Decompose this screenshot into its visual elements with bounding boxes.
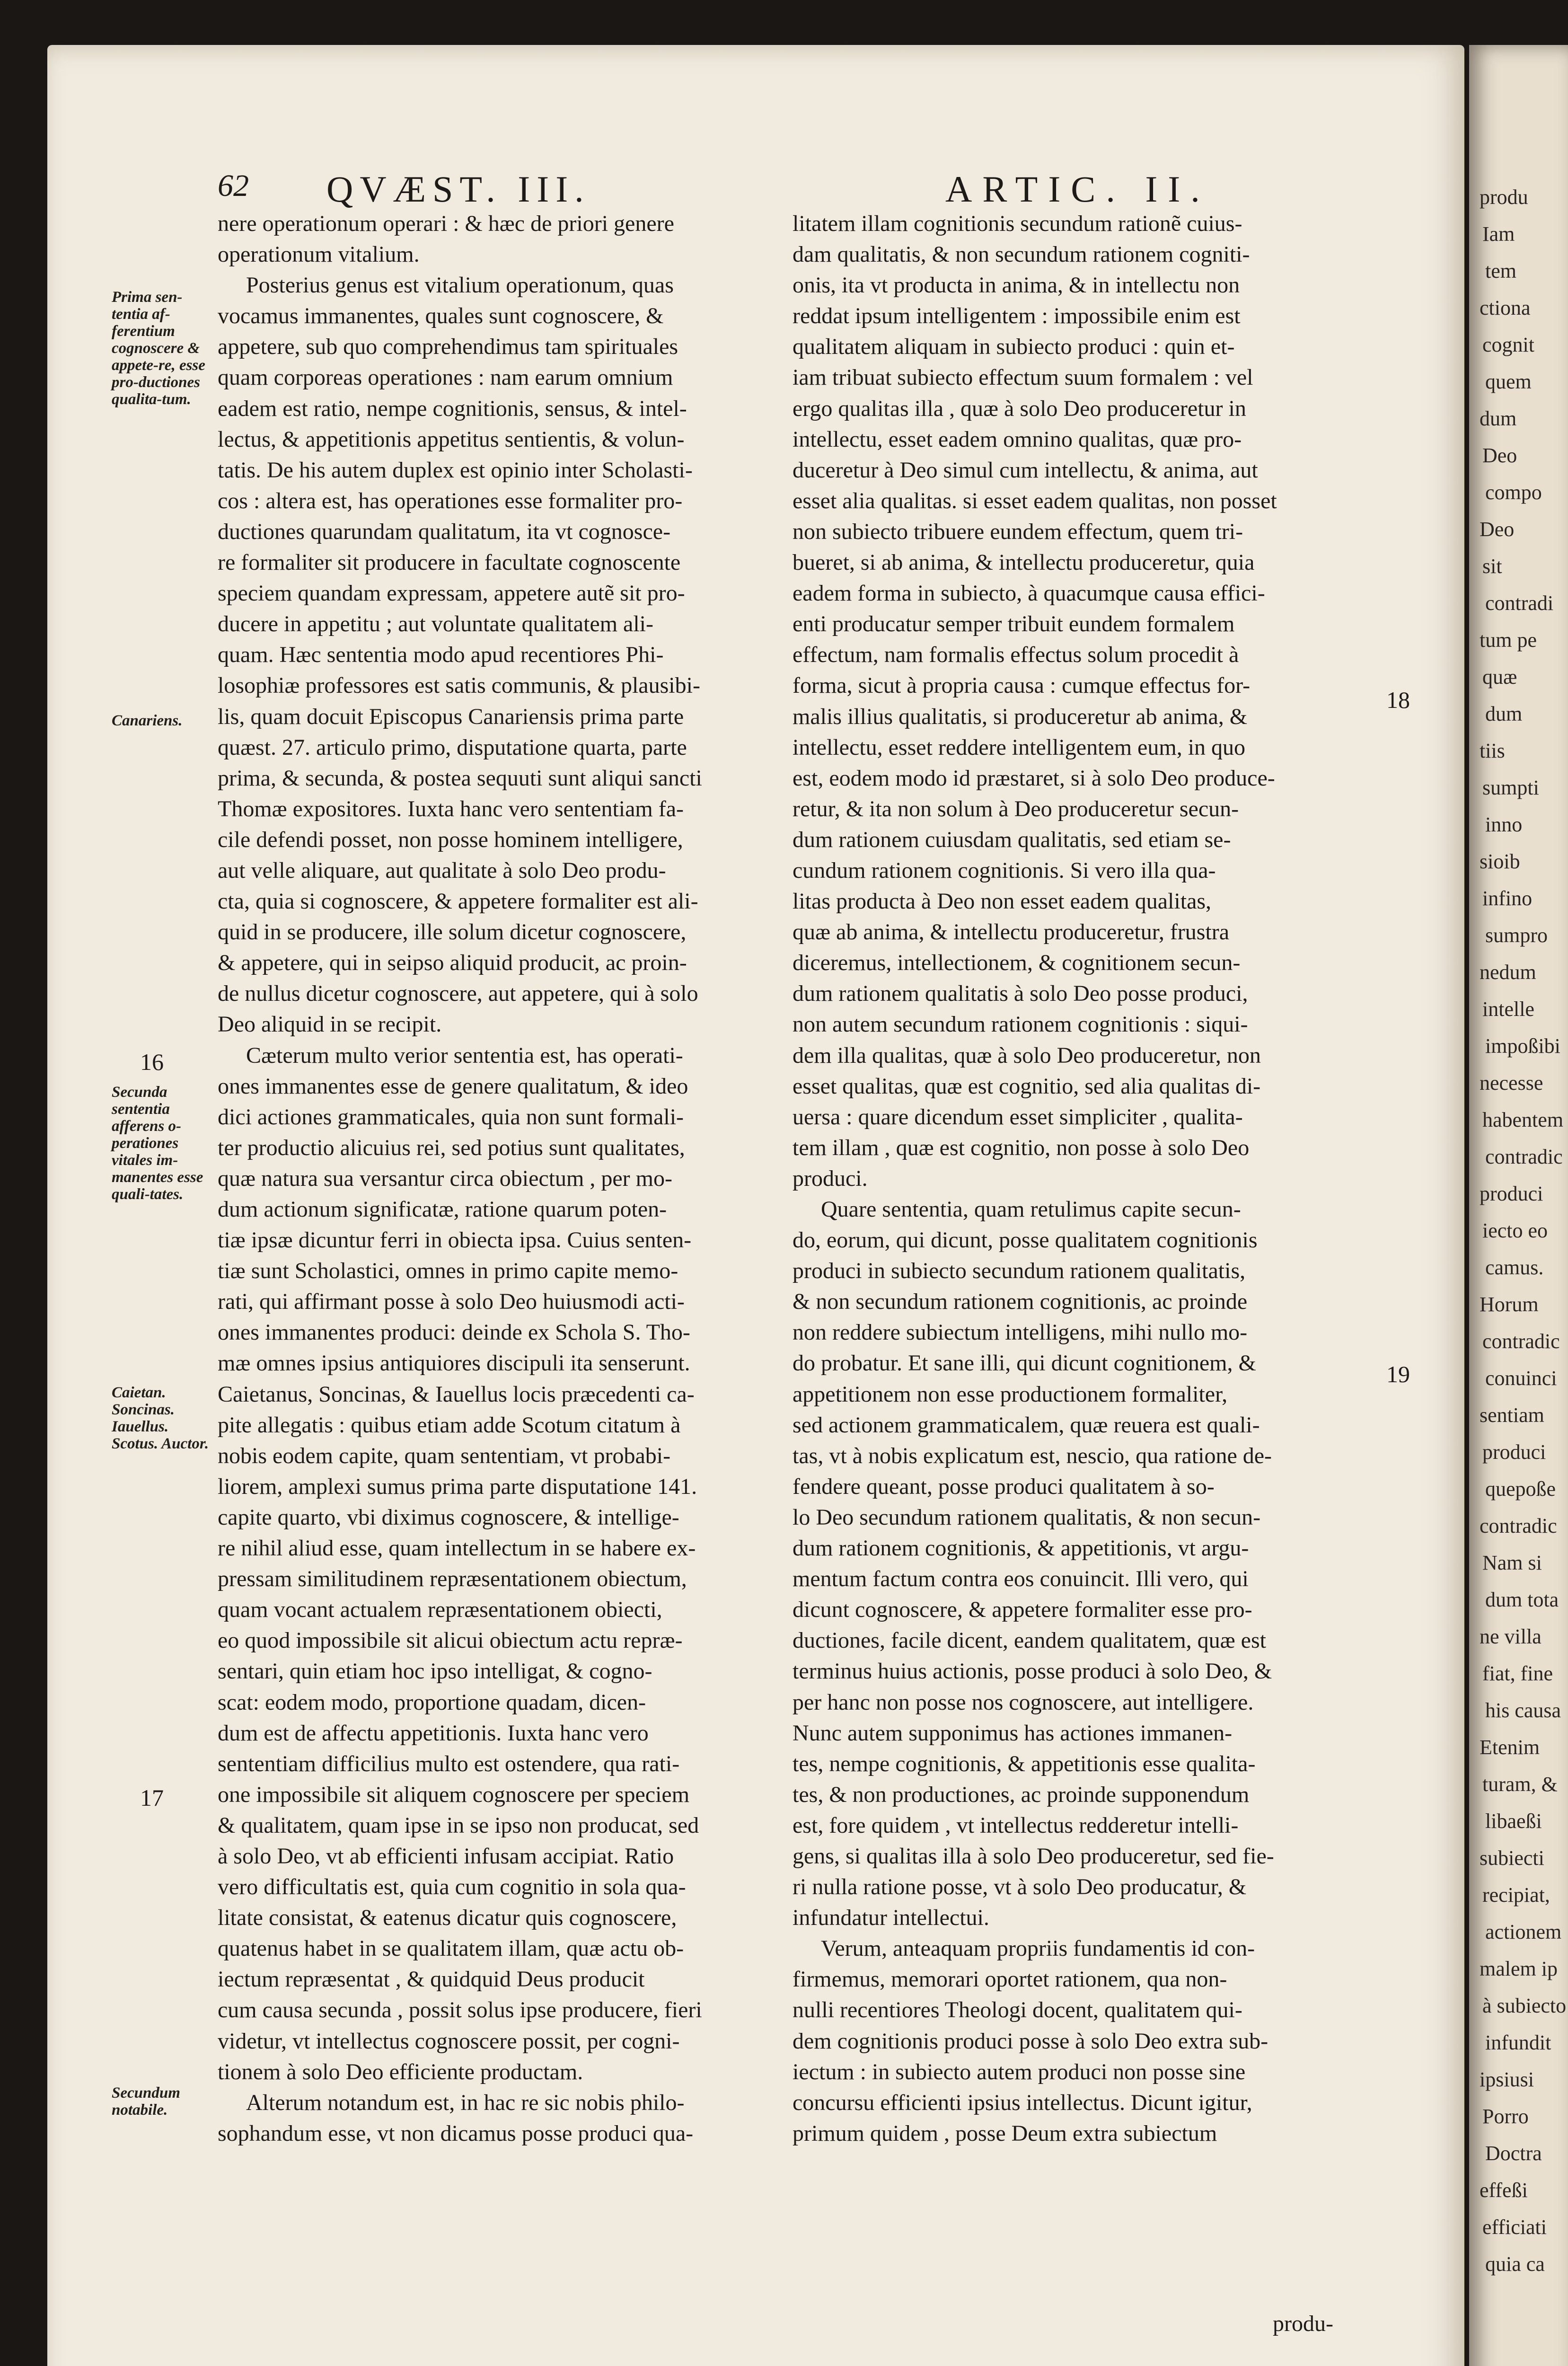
text-line: est, eodem modo id præstaret, si à solo Deo produce- — [793, 765, 1275, 791]
facing-page-fragment: contradic — [1480, 1514, 1557, 1537]
text-line: cum causa secunda , possit solus ipse producere, fieri — [218, 1997, 702, 2023]
facing-page-fragment: Doctra — [1485, 2142, 1542, 2165]
section-number: 17 — [140, 1784, 164, 1811]
text-line: dum rationem qualitatis à solo Deo posse produci, — [793, 981, 1248, 1006]
facing-page-fragment: quæ — [1482, 665, 1517, 689]
text-line: eadem forma in subiecto, à quacumque causa effici- — [793, 581, 1265, 606]
facing-page-fragment: tem — [1485, 259, 1516, 283]
facing-page-fragment: tiis — [1480, 739, 1505, 762]
facing-page-fragment: Iam — [1482, 222, 1515, 246]
text-line: speciem quandam expressam, appetere autẽ sit pro- — [218, 581, 685, 606]
text-line: litate consistat, & eatenus dicatur quis cognoscere, — [218, 1905, 677, 1931]
facing-page-fragment: ctiona — [1480, 296, 1531, 319]
margin-note-secunda-sententia: Secunda sententia afferens o-perationes vitales im-manentes esse quali-tates. — [112, 1084, 203, 1203]
text-line: eo quod impossibile sit alicui obiectum actu repræ- — [218, 1628, 683, 1653]
text-line: mæ omnes ipsius antiquiores discipuli ita senserunt. — [218, 1351, 690, 1376]
text-line: liorem, amplexi sumus prima parte disputatione 141. — [218, 1474, 697, 1499]
text-line: esset alia qualitas. si esset eadem qualitas, non posset — [793, 488, 1277, 513]
text-line: Alterum notandum est, in hac re sic nobis philo- — [246, 2090, 685, 2115]
text-line: re formaliter sit producere in facultate cognoscente — [218, 550, 681, 575]
text-line: tem illam , quæ est cognitio, non posse à solo Deo — [793, 1135, 1250, 1160]
text-line: ductiones quarundam qualitatum, ita vt cognosce- — [218, 519, 671, 544]
text-line: de nullus dicetur cognoscere, aut appetere, qui à solo — [218, 981, 698, 1006]
text-line: nobis eodem capite, quam sententiam, vt probabi- — [218, 1443, 671, 1468]
text-line: lo Deo secundum rationem qualitatis, & non secun- — [793, 1504, 1261, 1530]
text-line: firmemus, memorari oportet rationem, qua non- — [793, 1967, 1227, 1992]
text-line: qualitatem aliquam in subiecto produci : quin et- — [793, 334, 1235, 360]
margin-note-authors: Caietan. Soncinas. Iauellus. Scotus. Auctor. — [112, 1384, 209, 1452]
text-line: vero difficultatis est, quia cum cognitio in sola qua- — [218, 1874, 686, 1900]
text-line: ductiones, facile dicent, eandem qualitatem, quæ est — [793, 1628, 1266, 1653]
facing-page-fragment: subiecti — [1480, 1846, 1544, 1870]
facing-page-fragment: recipiat, — [1482, 1883, 1550, 1907]
text-line: gens, si qualitas illa à solo Deo produceretur, sed fie- — [793, 1843, 1274, 1869]
text-line: appetitionem non esse productionem formaliter, — [793, 1381, 1228, 1407]
facing-page-fragment: Etenim — [1480, 1736, 1540, 1759]
text-line: quam vocant actualem repræsentationem obiecti, — [218, 1597, 662, 1623]
text-line: ri nulla ratione posse, vt à solo Deo producatur, & — [793, 1874, 1247, 1900]
text-line: prima, & secunda, & postea sequuti sunt aliqui sancti — [218, 765, 702, 791]
facing-page-fragment: produci — [1482, 1440, 1546, 1464]
text-line: diceremus, intellectionem, & cognitionem secun- — [793, 950, 1241, 976]
facing-page-fragment: quia ca — [1485, 2252, 1545, 2276]
facing-page-fragment: sioib — [1480, 850, 1520, 873]
text-line: dici actiones grammaticales, quia non sunt formali- — [218, 1104, 684, 1130]
margin-note-secundum-notabile: Secundum notabile. — [112, 2084, 180, 2119]
text-line: quatenus habet in se qualitatem illam, quæ actu ob- — [218, 1936, 684, 1961]
facing-page-fragment: dum — [1485, 702, 1523, 725]
facing-page-fragment: iecto eo — [1482, 1219, 1548, 1242]
text-line: uersa : quare dicendum esset simpliciter , qualita- — [793, 1104, 1243, 1130]
text-line: ducere in appetitu ; aut voluntate qualitatem ali- — [218, 611, 653, 637]
facing-page-fragment: efficiati — [1482, 2216, 1547, 2239]
text-line: pressam similitudinem repræsentationem obiectum, — [218, 1566, 687, 1592]
text-line: quæst. 27. articulo primo, disputatione quarta, parte — [218, 734, 687, 760]
facing-page-fragment: actionem — [1485, 1920, 1562, 1943]
text-line: re nihil aliud esse, quam intellectum in se habere ex- — [218, 1536, 696, 1561]
facing-page-fragment: libaeßi — [1485, 1810, 1542, 1833]
text-line: mentum factum contra eos conuincit. Illi vero, qui — [793, 1566, 1249, 1592]
text-line: Cæterum multo verior sententia est, has operati- — [246, 1042, 683, 1068]
text-line: Deo aliquid in se recipit. — [218, 1012, 442, 1037]
facing-page-fragment: effeßi — [1480, 2179, 1528, 2202]
text-line: effectum, nam formalis effectus solum procedit à — [793, 642, 1239, 668]
text-line: sed actionem grammaticalem, quæ reuera est quali- — [793, 1412, 1260, 1438]
running-head-question: QVÆST. III. — [326, 168, 590, 210]
text-line: capite quarto, vbi diximus cognoscere, & intellige- — [218, 1504, 679, 1530]
text-line: produci. — [793, 1165, 868, 1191]
facing-page-fragment: à subiecto — [1482, 1994, 1567, 2017]
text-line: tiæ ipsæ dicuntur ferri in obiecta ipsa. Cuius senten- — [218, 1227, 692, 1253]
text-line: reddat ipsum intelligentem : impossibile enim est — [793, 303, 1241, 329]
margin-note-canariensis: Canariens. — [112, 712, 183, 729]
facing-page-fragment: contradic — [1482, 1330, 1560, 1353]
text-line: pite allegatis : quibus etiam adde Scotum citatum à — [218, 1412, 681, 1438]
text-line: aut velle aliquare, aut qualitate à solo Deo produ- — [218, 857, 666, 883]
text-line: one impossibile sit aliquem cognoscere per speciem — [218, 1782, 690, 1807]
text-line: dicunt cognoscere, & appetere formaliter esse pro- — [793, 1597, 1252, 1623]
text-line: sophandum esse, vt non dicamus posse produci qua- — [218, 2120, 694, 2146]
text-line: nere operationum operari : & hæc de priori genere — [218, 211, 674, 236]
facing-page-fragment: sumpro — [1485, 924, 1548, 947]
facing-page-fragment: malem ip — [1480, 1957, 1558, 1980]
facing-page-fragment: Nam si — [1482, 1551, 1542, 1574]
text-line: Quare sententia, quam retulimus capite secun- — [821, 1197, 1241, 1222]
text-line: do probatur. Et sane illi, qui dicunt cognitionem, & — [793, 1351, 1256, 1376]
facing-page-fragment: produ — [1480, 185, 1528, 209]
section-number: 18 — [1386, 687, 1410, 713]
text-line: infundatur intellectui. — [793, 1905, 989, 1931]
facing-page-fragment: intelle — [1482, 998, 1534, 1021]
left-text-column — [218, 208, 781, 2149]
text-line: cundum rationem cognitionis. Si vero illa qua- — [793, 857, 1216, 883]
text-line: dum est de affectu appetitionis. Iuxta hanc vero — [218, 1720, 649, 1746]
text-line: videtur, vt intellectus cognoscere possit, per cogni- — [218, 2028, 680, 2054]
text-line: non reddere subiectum intelligens, mihi nullo mo- — [793, 1320, 1248, 1345]
text-line: dam qualitatis, & non secundum rationem cogniti- — [793, 242, 1250, 267]
text-line: duceretur à Deo simul cum intellectu, & anima, aut — [793, 457, 1258, 483]
facing-page-fragment: impoßibi — [1485, 1034, 1560, 1058]
text-line: iectum repræsentat , & quidquid Deus producit — [218, 1967, 645, 1992]
text-line: iam tribuat subiecto effectum suum formalem : vel — [793, 365, 1253, 390]
text-line: onis, ita vt producta in anima, & in intellectu non — [793, 273, 1240, 298]
facing-page-edge — [1469, 45, 1568, 2366]
text-line: sentari, quin etiam hoc ipso intelligat, & cogno- — [218, 1659, 652, 1684]
text-line: operationum vitalium. — [218, 242, 420, 267]
catchword: produ- — [1273, 2311, 1333, 2336]
text-line: per hanc non posse nos cognoscere, aut intelligere. — [793, 1689, 1254, 1715]
text-line: ter productio alicuius rei, sed potius sunt qualitates, — [218, 1135, 685, 1160]
section-number: 19 — [1386, 1361, 1410, 1387]
facing-page-fragment: inno — [1485, 813, 1523, 836]
facing-page-fragment: dum — [1480, 407, 1517, 430]
right-text-column — [793, 208, 1358, 2149]
facing-page-fragment: compo — [1485, 481, 1542, 504]
text-line: concursu efficienti ipsius intellectus. Dicunt igitur, — [793, 2090, 1252, 2115]
facing-page-fragment: his causa — [1485, 1699, 1561, 1722]
text-line: quam corporeas operationes : nam earum omnium — [218, 365, 673, 390]
text-line: non autem secundum rationem cognitionis : siqui- — [793, 1012, 1248, 1037]
text-line: non subiecto tribuere eundem effectum, quem tri- — [793, 519, 1243, 544]
text-line: tes, & non productiones, ac proinde supponendum — [793, 1782, 1250, 1807]
facing-page-fragment: quem — [1485, 370, 1532, 393]
text-line: lis, quam docuit Episcopus Canariensis prima parte — [218, 704, 684, 729]
text-line: cta, quia si cognoscere, & appetere formaliter est ali- — [218, 889, 698, 914]
facing-page-fragment: tum pe — [1480, 628, 1537, 652]
facing-page-fragment: contradi — [1485, 592, 1554, 615]
text-line: & appetere, qui in seipso aliquid producit, ac proin- — [218, 950, 687, 976]
text-line: cos : altera est, has operationes esse formaliter pro- — [218, 488, 683, 513]
text-line: ones immanentes produci: deinde ex Schola S. Tho- — [218, 1320, 690, 1345]
facing-page-fragment: Porro — [1482, 2105, 1529, 2128]
facing-page-fragment: sit — [1482, 555, 1502, 578]
text-line: esset qualitas, quæ est cognitio, sed alia qualitas di- — [793, 1073, 1261, 1099]
text-line: tes, nempe cognitionis, & appetitionis esse qualita- — [793, 1751, 1256, 1776]
facing-page-fragment: sentiam — [1480, 1404, 1544, 1427]
facing-page-fragment: dum tota — [1485, 1588, 1559, 1611]
text-line: losophiæ professores est satis communis, & plausibi- — [218, 673, 700, 698]
text-line: fendere queant, posse produci qualitatem à so- — [793, 1474, 1215, 1499]
page-number: 62 — [218, 168, 249, 203]
text-line: dem cognitionis produci posse à solo Deo extra sub- — [793, 2028, 1268, 2054]
facing-page-fragment: fiat, fine — [1482, 1662, 1553, 1685]
facing-page-fragment: ipsiusi — [1480, 2068, 1534, 2091]
text-line: tionem à solo Deo efficiente productam. — [218, 2059, 583, 2084]
text-line: & qualitatem, quam ipse in se ipso non producat, sed — [218, 1812, 699, 1838]
running-head-article: ARTIC. II. — [945, 168, 1210, 210]
facing-page-fragment: nedum — [1480, 961, 1536, 984]
text-line: cile defendi posset, non posse hominem intelligere, — [218, 827, 683, 852]
text-line: terminus huius actionis, posse produci à solo Deo, & — [793, 1659, 1272, 1684]
facing-page-fragment: conuinci — [1485, 1367, 1557, 1390]
text-line: malis illius qualitatis, si produceretur ab anima, & — [793, 704, 1248, 729]
facing-page-fragment: ne villa — [1480, 1625, 1542, 1648]
facing-page-fragment: Deo — [1482, 444, 1517, 467]
text-line: eadem est ratio, nempe cognitionis, sensus, & intel- — [218, 396, 687, 421]
text-line: quæ natura sua versantur circa obiectum , per mo- — [218, 1165, 672, 1191]
section-number: 16 — [140, 1049, 164, 1075]
facing-page-fragment: quepoße — [1485, 1477, 1556, 1501]
text-line: do, eorum, qui dicunt, posse qualitatem cognitionis — [793, 1227, 1258, 1253]
text-line: Caietanus, Soncinas, & Iauellus locis præcedenti ca- — [218, 1381, 695, 1407]
facing-page-fragment: sumpti — [1482, 776, 1539, 799]
text-line: intellectu, esset eadem omnino qualitas, quæ pro- — [793, 426, 1242, 452]
text-line: est, fore quidem , vt intellectus redderetur intelli- — [793, 1812, 1239, 1838]
facing-page-fragment: Horum — [1480, 1293, 1539, 1316]
text-line: tiæ sunt Scholastici, omnes in primo capite memo- — [218, 1258, 678, 1284]
text-line: enti producatur semper tribuit eundem formalem — [793, 611, 1235, 637]
text-line: bueret, si ab anima, & intellectu produceretur, quia — [793, 550, 1255, 575]
text-line: forma, sicut à propria causa : cumque effectus for- — [793, 673, 1251, 698]
text-line: produci in subiecto secundum rationem qualitatis, — [793, 1258, 1246, 1284]
margin-note-prima-sententia: Prima sen-tentia af-ferentium cognoscere & appete-re, esse pro-ductiones qualita-tum. — [112, 289, 205, 408]
text-line: Verum, anteaquam propriis fundamentis id con- — [821, 1936, 1255, 1961]
text-line: quid in se producere, ille solum dicetur cognoscere, — [218, 919, 687, 945]
facing-page-fragment: habentem — [1482, 1108, 1564, 1131]
text-line: ones immanentes esse de genere qualitatum, & ideo — [218, 1073, 688, 1099]
facing-page-fragment: turam, & — [1482, 1773, 1558, 1796]
facing-page-fragment: produci — [1480, 1182, 1543, 1205]
text-line: sententiam difficilius multo est ostendere, qua rati- — [218, 1751, 680, 1776]
text-line: iectum : in subiecto autem produci non posse sine — [793, 2059, 1246, 2084]
text-line: tatis. De his autem duplex est opinio inter Scholasti- — [218, 457, 693, 483]
text-line: litatem illam cognitionis secundum rationẽ cuius- — [793, 211, 1242, 236]
text-line: retur, & ita non solum à Deo produceretur secun- — [793, 796, 1239, 821]
facing-page-fragment: Deo — [1480, 518, 1515, 541]
text-line: & non secundum rationem cognitionis, ac proinde — [793, 1289, 1248, 1315]
text-line: appetere, sub quo comprehendimus tam spirituales — [218, 334, 678, 360]
text-line: à solo Deo, vt ab efficienti infusam accipiat. Ratio — [218, 1843, 674, 1869]
text-line: rati, qui affirmant posse à solo Deo huiusmodi acti- — [218, 1289, 685, 1315]
facing-page-fragment: necesse — [1480, 1071, 1543, 1095]
text-line: scat: eodem modo, proportione quadam, dicen- — [218, 1689, 646, 1715]
text-line: litas producta à Deo non esset eadem qualitas, — [793, 889, 1212, 914]
text-line: intellectu, esset reddere intelligentem eum, in quo — [793, 734, 1246, 760]
text-line: lectus, & appetitionis appetitus sentientis, & volun- — [218, 426, 685, 452]
text-line: nulli recentiores Theologi docent, qualitatem qui- — [793, 1997, 1242, 2023]
text-line: dum rationem cuiusdam qualitatis, sed etiam se- — [793, 827, 1231, 852]
text-line: quam. Hæc sententia modo apud recentiores Phi- — [218, 642, 664, 668]
text-line: quæ ab anima, & intellectu produceretur, frustra — [793, 919, 1230, 945]
text-line: ergo qualitas illa , quæ à solo Deo produceretur in — [793, 396, 1246, 421]
facing-page-fragment: cognit — [1482, 333, 1534, 356]
facing-page-fragment: infundit — [1485, 2031, 1551, 2054]
text-line: primum quidem , posse Deum extra subiectum — [793, 2120, 1217, 2146]
text-line: Posterius genus est vitalium operationum, quas — [246, 273, 674, 298]
text-line: dum rationem cognitionis, & appetitionis, vt argu- — [793, 1536, 1249, 1561]
text-line: vocamus immanentes, quales sunt cognoscere, & — [218, 303, 664, 329]
text-line: dem illa qualitas, quæ à solo Deo produceretur, non — [793, 1042, 1261, 1068]
text-line: dum actionum significatæ, ratione quarum poten- — [218, 1197, 667, 1222]
text-line: tas, vt à nobis explicatum est, nescio, qua ratione de- — [793, 1443, 1272, 1468]
facing-page-fragment: camus. — [1485, 1256, 1544, 1279]
facing-page-fragment: infino — [1482, 887, 1533, 910]
text-line: Thomæ expositores. Iuxta hanc vero sententiam fa- — [218, 796, 684, 821]
text-line: Nunc autem supponimus has actiones immanen- — [793, 1720, 1233, 1746]
facing-page-fragment: contradic — [1485, 1145, 1563, 1168]
